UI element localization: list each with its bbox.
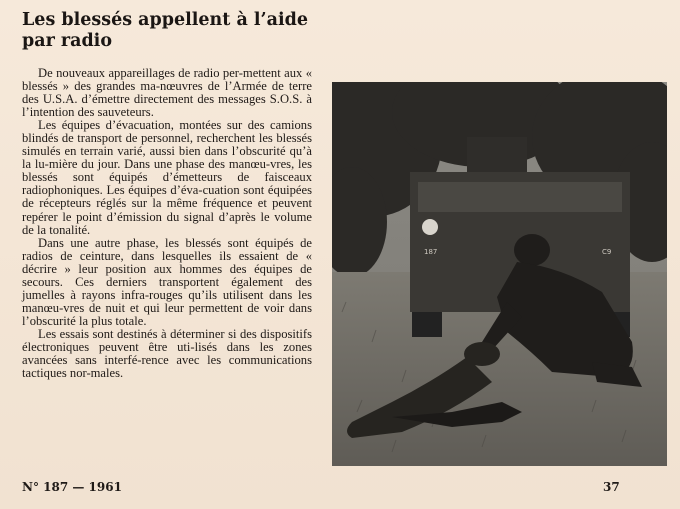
paragraph-4: Les essais sont destinés à déterminer si des dispositifs électroniques peuvent être uti-lisés dans les zones avancées sans interfé-rence avec les communications tactiques nor-males.	[22, 326, 312, 381]
article-photo	[332, 82, 667, 466]
vehicle-marking-right: C9	[602, 248, 612, 256]
page-number: 37	[603, 480, 620, 494]
vehicle-marking-left: 187	[424, 248, 438, 256]
article-title: Les blessés appellent à l’aide par radio	[22, 10, 308, 51]
paragraph-3: Dans une autre phase, les blessés sont équipés de radios de ceinture, dans lesquelles ils essaient de « décrire » leur position aux hommes des équipes de secours. Ces derniers transportent également des jumelles à rayons infra-rouges qu’ils utilisent dans les manœu-vres de nuit et qui leur permettent de voir dans l’obscurité la plus totale.	[22, 235, 312, 328]
issue-number: N° 187 — 1961	[22, 480, 122, 494]
paragraph-2: Les équipes d’évacuation, montées sur des camions blindés de transport de personnel, recherchent les blessés simulés en terrain varié, aussi bien dans l’obscurité qu’à la lu-mière du jour. Dans une phase des manœu-vres, les blessés sont équipés d’émetteurs de faisceaux radiophoniques. Les équipes d’éva-cuation sont équipées de récepteurs réglés sur la même fréquence et peuvent repérer le point d’émission du signal d’après le volume de la tonalité.	[22, 118, 312, 237]
photo-illustration	[332, 82, 667, 466]
paragraph-1: De nouveaux appareillages de radio per-mettent aux « blessés » des grandes ma-nœuvres de l’Armée de terre des U.S.A. d’émettre directement des messages S.O.S. à l’intention des sauveteurs.	[22, 66, 312, 120]
article-body	[22, 67, 312, 380]
